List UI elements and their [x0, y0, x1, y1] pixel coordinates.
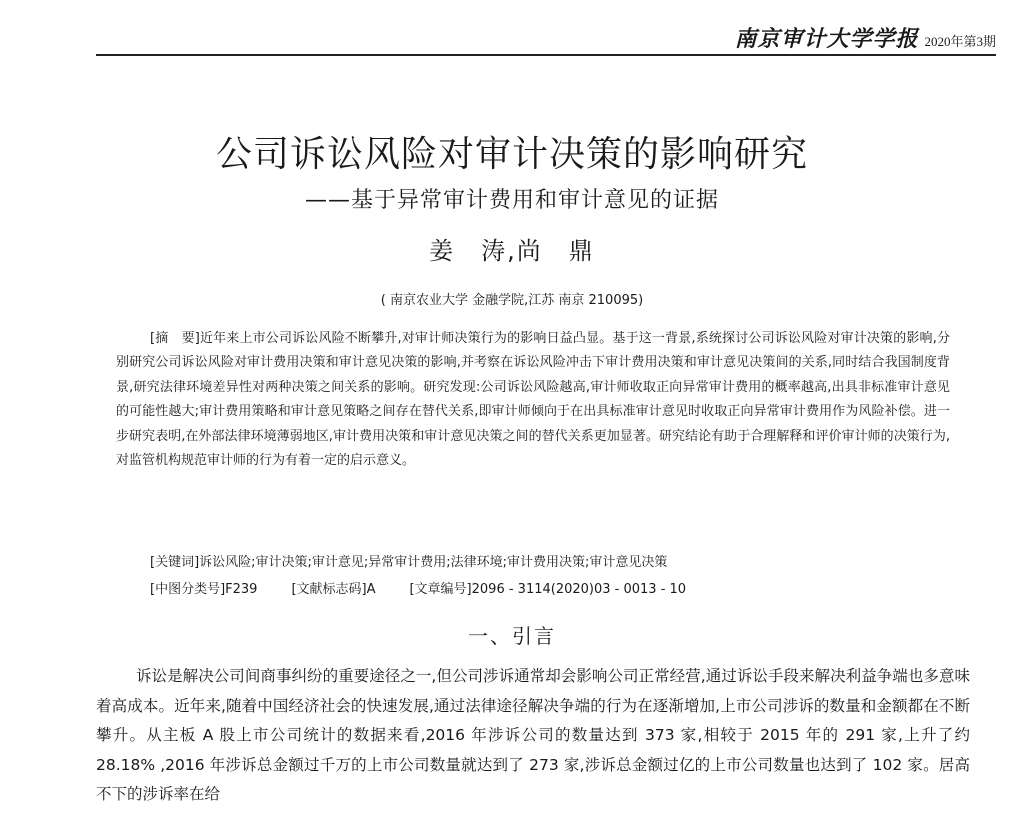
abstract: [摘 要]近年来上市公司诉讼风险不断攀升,对审计师决策行为的影响日益凸显。基于这一背景,系统探讨公司诉讼风险对审计决策的影响,分别研究公司诉讼风险对审计费用决策和审计意见决策的影响,并考察在诉讼风险冲击下审计费用决策和审计意见决策间的关系,同时结合我国制度背景,研究法律环境差异性对两种决策之间关系的影响。研究发现:公司诉讼风险越高,审计师收取正向异常审计费用的概率越高,出具非标准审计意见的可能性越大;审计费用策略和审计意见策略之间存在替代关系,即审计师倾向于在出具标准审计意见时收取正向异常审计费用作为风险补偿。进一步研究表明,在外部法律环境薄弱地区,审计费用决策和审计意见决策之间的替代关系更加显著。研究结论有助于合理解释和评价审计师的决策行为,对监管机构规范审计师的行为有着一定的启示意义。 [116, 331, 950, 469]
document-code: [文献标志码]A [291, 582, 376, 597]
article-authors: 姜 涛,尚 鼎 [429, 237, 595, 265]
article-subtitle: ——基于异常审计费用和审计意见的证据 [304, 188, 719, 213]
clc-number: [中图分类号]F239 [150, 582, 258, 597]
article-number: [文章编号]2096 - 3114(2020)03 - 0013 - 10 [409, 582, 687, 597]
body-paragraph: 诉讼是解决公司间商事纠纷的重要途径之一,但公司涉诉通常却会影响公司正常经营,通过诉讼手段来解决利益争端也多意味着高成本。近年来,随着中国经济社会的快速发展,通过法律途径解决争端的行为在逐渐增加,上市公司涉诉的数量和金额都在不断攀升。从主板 A 股上市公司统计的数据来看,2016 年涉诉公司的数量达到 373 家,相较于 2015 年的 291 家,上升了约 28.18% ,2016 年涉诉总金额过千万的上市公司数量就达到了 273 家,涉诉总金额过亿的上市公司数量也达到了 102 家。居高不下的涉诉率在给 [96, 667, 970, 804]
section-heading: 一、引言 [468, 624, 556, 648]
journal-issue: 2020年第3期 [924, 34, 996, 49]
article-title: 公司诉讼风险对审计决策的影响研究 [215, 134, 808, 175]
author-affiliation: ( 南京农业大学 金融学院,江苏 南京 210095) [380, 293, 644, 308]
journal-header [96, 14, 996, 56]
keywords: [关键词]诉讼风险;审计决策;审计意见;异常审计费用;法律环境;审计费用决策;审计意见决策 [150, 555, 668, 570]
journal-name: 南京审计大学学报 [734, 26, 919, 52]
journal-masthead [734, 22, 996, 53]
classification-codes [150, 578, 686, 597]
